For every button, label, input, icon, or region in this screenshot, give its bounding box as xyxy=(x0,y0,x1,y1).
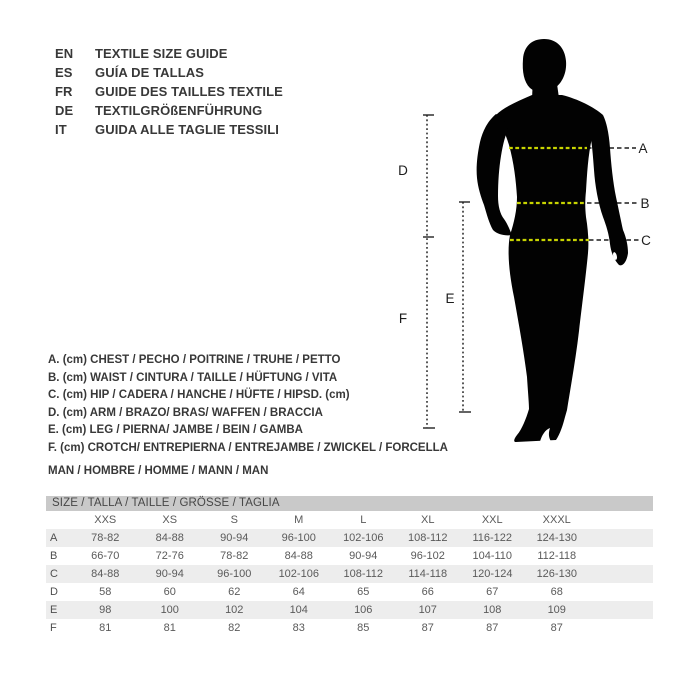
table-cell: 87 xyxy=(486,622,499,634)
table-cell: 124-130 xyxy=(536,532,577,544)
language-code: ES xyxy=(55,65,73,80)
language-row xyxy=(55,63,283,82)
row-key: B xyxy=(50,550,58,562)
table-row xyxy=(46,619,653,637)
legend-item: C. (cm) HIP / CADERA / HANCHE / HÜFTE / HIPSD. (cm) xyxy=(48,389,350,402)
legend-item: F. (cm) CROTCH/ ENTREPIERNA / ENTREJAMBE / ZWICKEL / FORCELLA xyxy=(48,441,448,454)
table-cell: 60 xyxy=(163,586,176,598)
table-cell: 87 xyxy=(421,622,434,634)
language-title: TEXTILE SIZE GUIDE xyxy=(95,46,228,61)
table-cell: 108-112 xyxy=(407,532,448,544)
legend-item: B. (cm) WAIST / CINTURA / TAILLE / HÜFTUNG / VITA xyxy=(48,371,338,384)
table-cell: 68 xyxy=(550,586,563,598)
diagram-label-e: E xyxy=(445,291,455,306)
table-cell: 85 xyxy=(357,622,370,634)
table-cell: 104 xyxy=(289,604,308,616)
language-code: EN xyxy=(55,46,74,61)
table-cell: 108-112 xyxy=(343,568,384,580)
table-row xyxy=(46,601,653,619)
row-key: F xyxy=(50,622,57,634)
table-cell: 96-100 xyxy=(217,568,252,580)
table-cell: 83 xyxy=(292,622,305,634)
table-cell: 90-94 xyxy=(155,568,184,580)
table-row xyxy=(46,547,653,565)
table-cell: 100 xyxy=(160,604,179,616)
language-code: IT xyxy=(55,122,67,137)
table-cell: 84-88 xyxy=(284,550,313,562)
column-header: XXXL xyxy=(542,514,571,526)
row-key: E xyxy=(50,604,58,616)
language-code: DE xyxy=(55,103,74,118)
table-cell: 98 xyxy=(99,604,112,616)
table-cell: 104-110 xyxy=(472,550,513,562)
column-header: M xyxy=(294,514,304,526)
row-key: D xyxy=(50,586,58,598)
table-cell: 67 xyxy=(486,586,499,598)
measurement-legend xyxy=(48,352,448,458)
column-header: L xyxy=(360,514,367,526)
diagram-label-a: A xyxy=(638,141,648,156)
language-row xyxy=(55,101,283,120)
table-cell: 66 xyxy=(421,586,434,598)
table-cell: 84-88 xyxy=(91,568,120,580)
language-title: TEXTILGRÖßENFÜHRUNG xyxy=(95,103,263,118)
category-label: MAN / HOMBRE / HOMME / MANN / MAN xyxy=(48,465,269,477)
table-cell: 107 xyxy=(418,604,437,616)
table-cell: 81 xyxy=(163,622,176,634)
table-cell: 84-88 xyxy=(155,532,184,544)
table-row xyxy=(46,565,653,583)
table-cell: 90-94 xyxy=(220,532,249,544)
table-cell: 82 xyxy=(228,622,241,634)
diagram-label-d: D xyxy=(398,163,408,178)
table-cell: 108 xyxy=(483,604,502,616)
legend-item: D. (cm) ARM / BRAZO/ BRAS/ WAFFEN / BRACCIA xyxy=(48,406,323,419)
table-cell: 81 xyxy=(99,622,112,634)
table-cell: 87 xyxy=(550,622,563,634)
row-key: C xyxy=(50,568,58,580)
language-title: GUÍA DE TALLAS xyxy=(95,65,205,80)
row-key: A xyxy=(50,532,58,544)
table-cell: 62 xyxy=(228,586,241,598)
table-cell: 102-106 xyxy=(278,568,319,580)
table-cell: 106 xyxy=(354,604,373,616)
table-cell: 64 xyxy=(292,586,305,598)
table-cell: 120-124 xyxy=(472,568,513,580)
table-cell: 126-130 xyxy=(536,568,577,580)
table-cell: 78-82 xyxy=(91,532,120,544)
diagram-label-f: F xyxy=(398,311,408,326)
language-title: GUIDA ALLE TAGLIE TESSILI xyxy=(95,122,280,137)
table-cell: 90-94 xyxy=(349,550,378,562)
table-cell: 116-122 xyxy=(472,532,513,544)
table-row xyxy=(46,529,653,547)
legend-item: E. (cm) LEG / PIERNA/ JAMBE / BEIN / GAMBA xyxy=(48,424,303,437)
size-table xyxy=(46,496,653,637)
table-cell: 109 xyxy=(547,604,566,616)
table-cell: 66-70 xyxy=(91,550,120,562)
language-title: GUIDE DES TAILLES TEXTILE xyxy=(95,84,283,99)
left-arm-shape xyxy=(477,114,512,235)
table-cell: 102 xyxy=(225,604,244,616)
column-header: XL xyxy=(421,514,435,526)
language-row xyxy=(55,120,283,139)
language-row xyxy=(55,44,283,63)
table-cell: 65 xyxy=(357,586,370,598)
table-row xyxy=(46,583,653,601)
diagram-label-c: C xyxy=(641,233,651,248)
table-title: SIZE / TALLA / TAILLE / GRÖSSE / TAGLIA xyxy=(46,496,653,511)
table-cell: 78-82 xyxy=(220,550,249,562)
table-cell: 96-100 xyxy=(281,532,316,544)
table-cell: 96-102 xyxy=(410,550,445,562)
language-row xyxy=(55,82,283,101)
column-header: XXL xyxy=(481,514,503,526)
diagram-label-b: B xyxy=(640,196,650,211)
table-cell: 102-106 xyxy=(343,532,384,544)
legend-item: A. (cm) CHEST / PECHO / POITRINE / TRUHE / PETTO xyxy=(48,354,341,366)
column-header: S xyxy=(230,514,238,526)
table-cell: 112-118 xyxy=(537,550,577,562)
table-cell: 58 xyxy=(99,586,112,598)
column-header: XS xyxy=(162,514,178,526)
language-list xyxy=(55,44,283,139)
table-body xyxy=(46,529,653,637)
table-column-headers xyxy=(46,511,653,529)
table-cell: 114-118 xyxy=(408,568,448,580)
column-header: XXS xyxy=(94,514,117,526)
right-arm-shape xyxy=(590,115,628,265)
language-code: FR xyxy=(55,84,73,99)
table-cell: 72-76 xyxy=(155,550,184,562)
